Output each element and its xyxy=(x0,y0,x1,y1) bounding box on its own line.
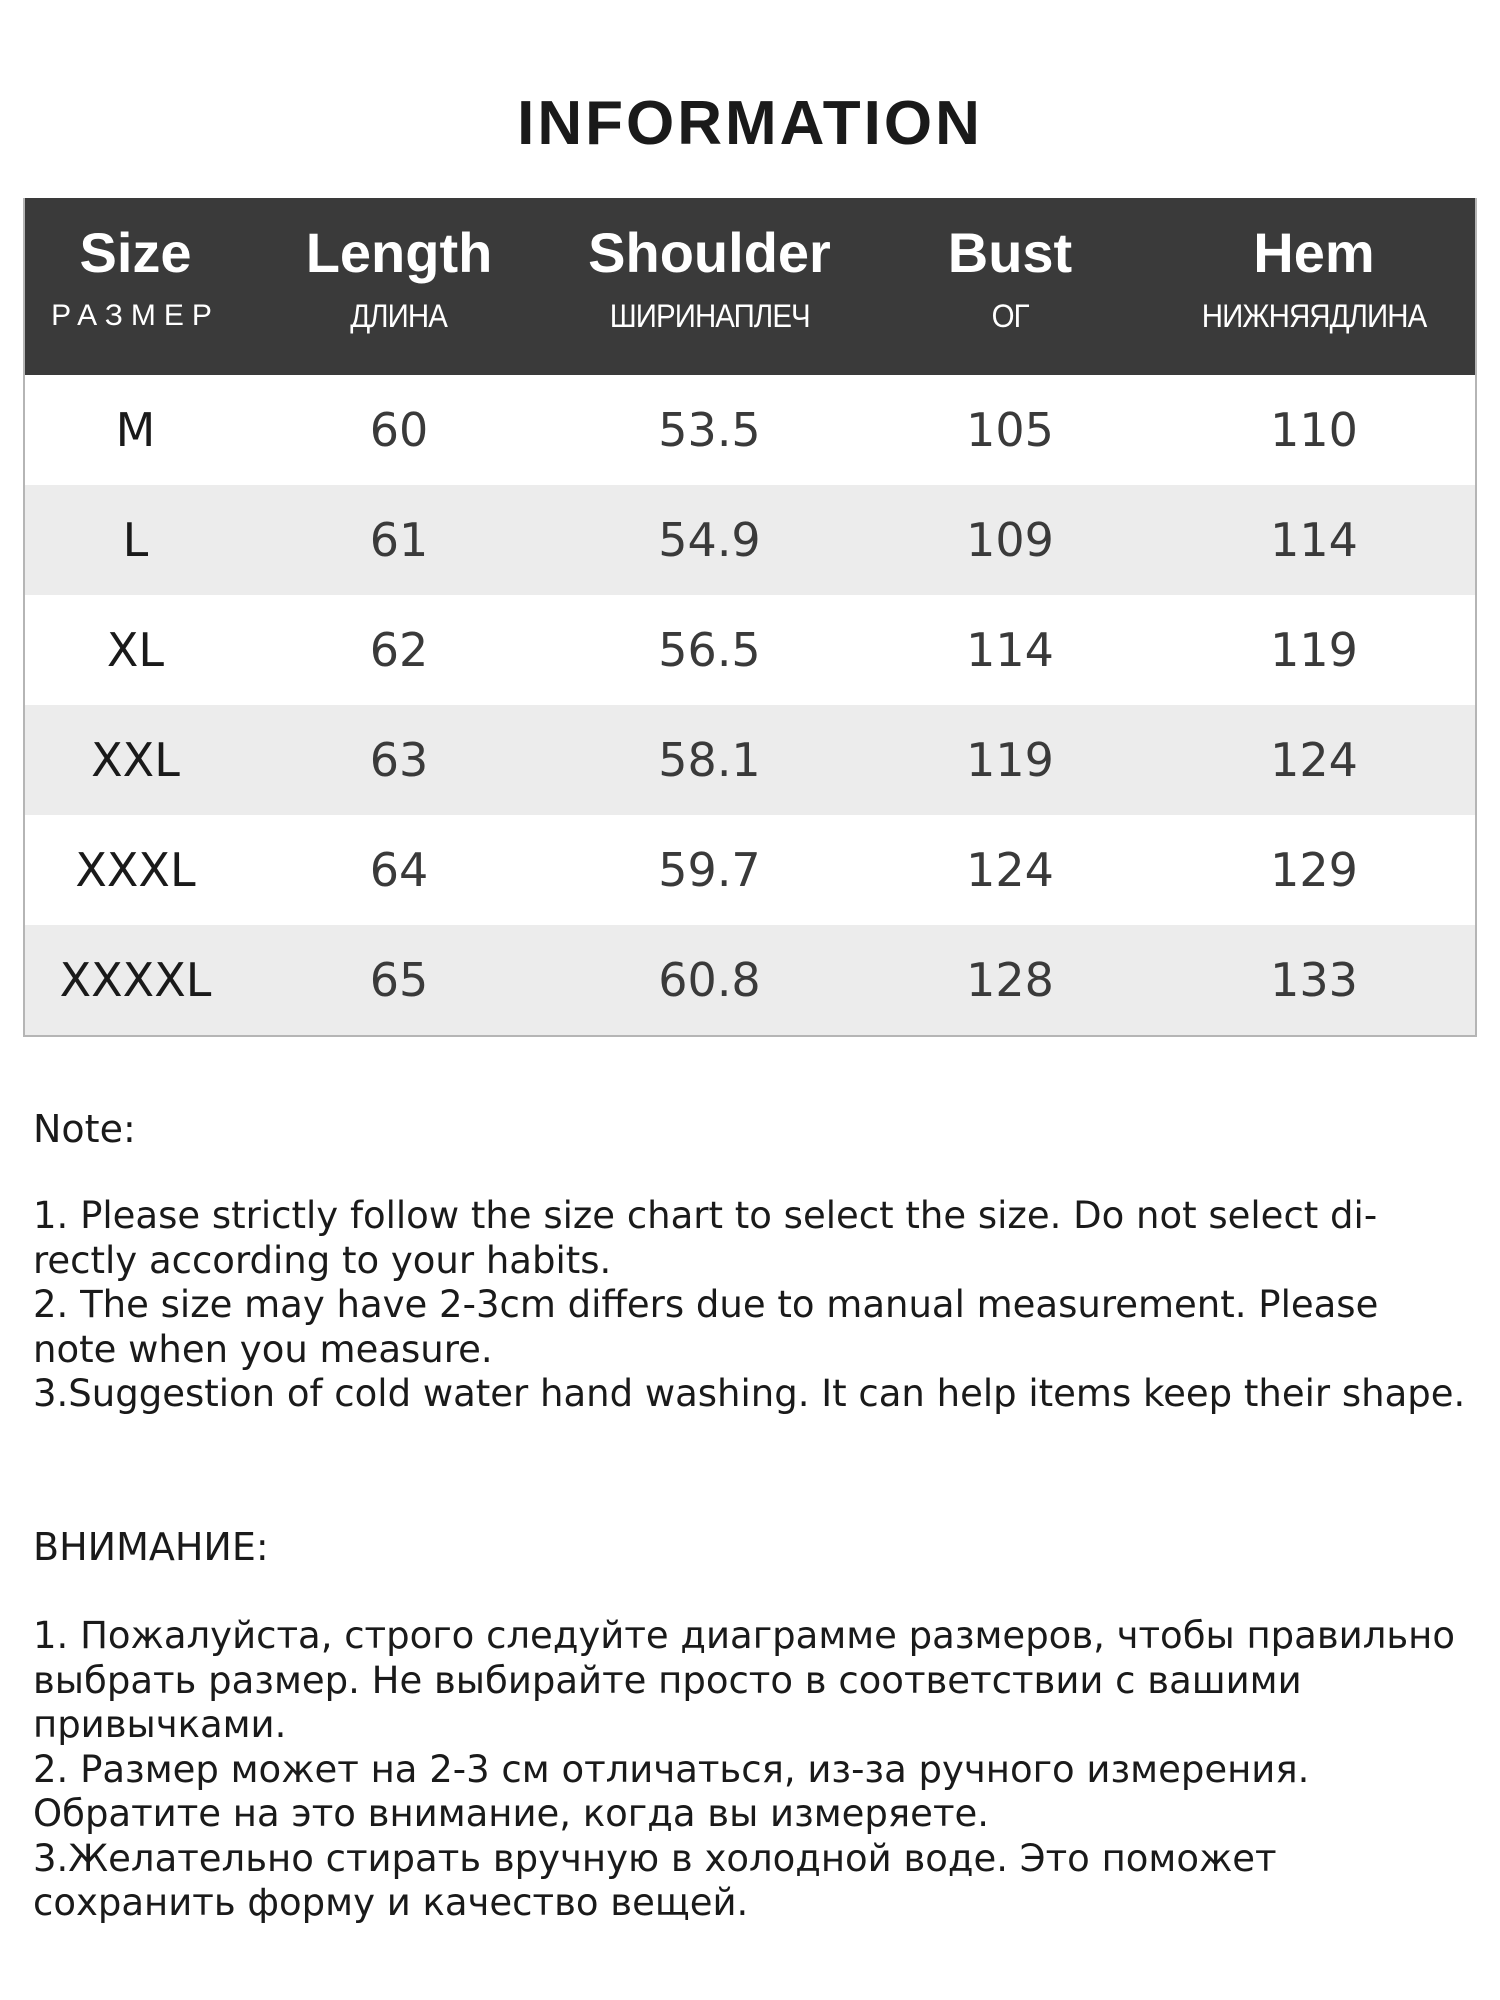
cell-hem: 110 xyxy=(1270,403,1358,457)
cell-hem: 124 xyxy=(1270,733,1358,787)
attention-item: 2. Размер может на 2-3 см отличаться, из-за ручного измерения. Обратите на это внимание, когда вы измеряете. xyxy=(33,1747,1310,1835)
header-shoulder-en: Shoulder xyxy=(588,221,831,284)
attention-heading: ВНИМАНИЕ: xyxy=(33,1525,269,1569)
header-size-ru: РАЗМЕР xyxy=(51,299,220,332)
note-heading: Note: xyxy=(33,1107,136,1151)
note-list xyxy=(33,1194,1473,1417)
cell-hem: 114 xyxy=(1270,513,1358,567)
attention-list xyxy=(33,1614,1473,1926)
cell-length: 62 xyxy=(369,623,429,677)
cell-bust: 128 xyxy=(966,953,1054,1007)
header-bust xyxy=(867,198,1153,375)
cell-shoulder: 59.7 xyxy=(658,843,761,897)
table-row xyxy=(25,485,1475,595)
header-length-en: Length xyxy=(305,221,493,284)
cell-size: XXXL xyxy=(75,843,196,897)
size-chart-table xyxy=(23,198,1477,1037)
cell-size: XXL xyxy=(91,733,180,787)
table-row xyxy=(25,375,1475,485)
cell-shoulder: 58.1 xyxy=(658,733,761,787)
table-row xyxy=(25,815,1475,925)
cell-bust: 119 xyxy=(966,733,1054,787)
note-item: 1. Please strictly follow the size chart to select the size. Do not select di-rectly according to your habits. xyxy=(33,1194,1378,1282)
table-row xyxy=(25,925,1475,1035)
cell-bust: 114 xyxy=(966,623,1054,677)
cell-bust: 105 xyxy=(966,403,1054,457)
cell-shoulder: 53.5 xyxy=(658,403,761,457)
table-row xyxy=(25,595,1475,705)
cell-size: XL xyxy=(106,623,165,677)
attention-item: 3.Желательно стирать вручную в холодной воде. Это поможет сохранить форму и качество вещей. xyxy=(33,1836,1277,1924)
cell-shoulder: 54.9 xyxy=(658,513,761,567)
note-item: 2. The size may have 2-3cm differs due to manual measurement. Please note when you measure. xyxy=(33,1283,1379,1371)
header-bust-en: Bust xyxy=(947,221,1073,284)
cell-bust: 109 xyxy=(966,513,1054,567)
cell-length: 63 xyxy=(369,733,429,787)
table-row xyxy=(25,705,1475,815)
header-bust-ru: ОГ xyxy=(991,298,1029,334)
cell-hem: 129 xyxy=(1270,843,1358,897)
cell-size: XXXXL xyxy=(59,953,212,1007)
cell-size: L xyxy=(122,513,149,567)
cell-bust: 124 xyxy=(966,843,1054,897)
cell-hem: 133 xyxy=(1270,953,1358,1007)
header-hem-ru: НИЖНЯЯДЛИНА xyxy=(1201,298,1427,334)
table-header xyxy=(25,198,1475,375)
cell-length: 61 xyxy=(369,513,429,567)
page-title: INFORMATION xyxy=(517,89,983,158)
header-hem-en: Hem xyxy=(1253,221,1375,284)
cell-length: 65 xyxy=(369,953,429,1007)
header-length xyxy=(246,198,552,375)
header-hem xyxy=(1153,198,1475,375)
header-size xyxy=(25,198,246,375)
cell-length: 64 xyxy=(369,843,429,897)
cell-shoulder: 56.5 xyxy=(658,623,761,677)
cell-size: M xyxy=(115,403,156,457)
note-item: 3.Suggestion of cold water hand washing. It can help items keep their shape. xyxy=(33,1372,1466,1415)
header-shoulder-ru: ШИРИНАПЛЕЧ xyxy=(609,298,810,334)
header-shoulder xyxy=(552,198,867,375)
cell-length: 60 xyxy=(369,403,429,457)
cell-shoulder: 60.8 xyxy=(658,953,761,1007)
attention-item: 1. Пожалуйста, строго следуйте диаграмме размеров, чтобы правильно выбрать размер. Не выбирайте просто в соответствии с вашими привычками. xyxy=(33,1614,1455,1746)
header-size-en: Size xyxy=(79,221,192,284)
header-length-ru: ДЛИНА xyxy=(350,298,448,334)
cell-hem: 119 xyxy=(1270,623,1358,677)
